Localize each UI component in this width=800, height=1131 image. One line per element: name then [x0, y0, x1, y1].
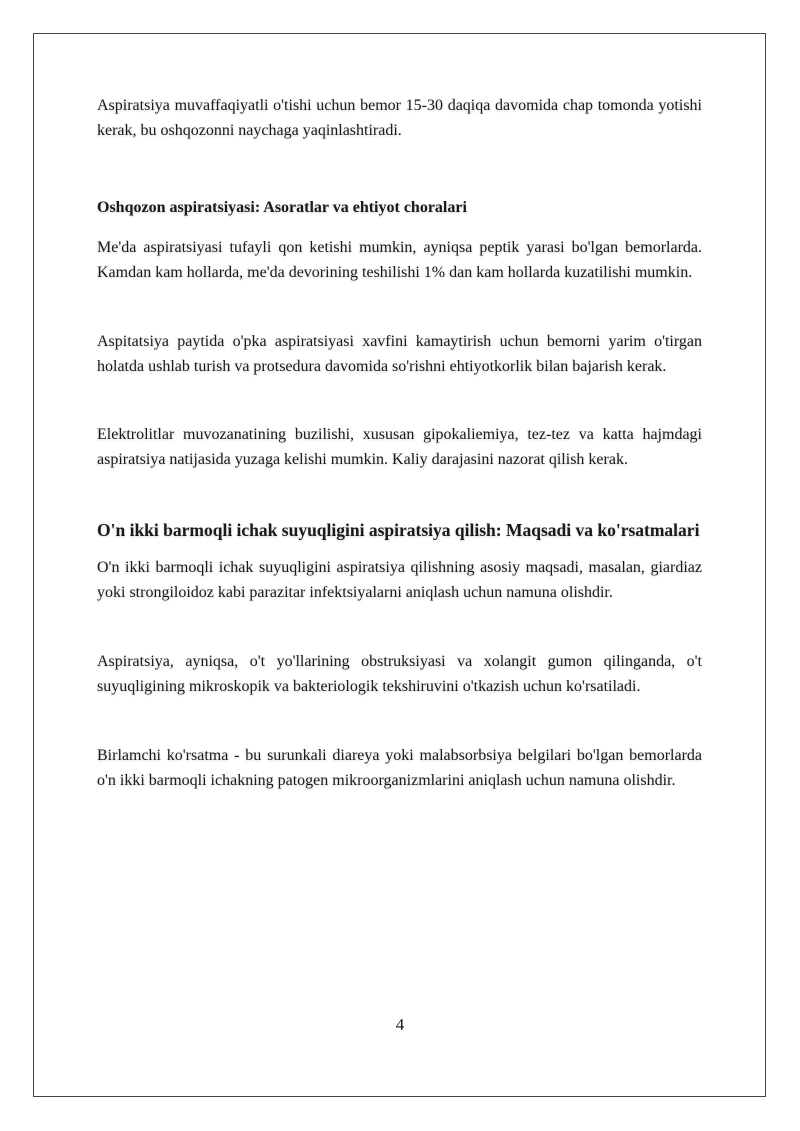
- paragraph-lung-aspiration: Aspitatsiya paytida o'pka aspiratsiyasi xavfini kamaytirish uchun bemorni yarim o'tirgan holatda ushlab turish va protsedura davomida so'rishni ehtiyotkorlik bilan bajarish kerak.: [97, 333, 702, 375]
- paragraph-positioning: Aspiratsiya muvaffaqiyatli o'tishi uchun bemor 15-30 daqiqa davomida chap tomonda yotishi kerak, bu oshqozonni naychaga yaqinlashtiradi.: [97, 97, 702, 139]
- document-body: [97, 93, 702, 793]
- paragraph-main-purpose: O'n ikki barmoqli ichak suyuqligini aspiratsiya qilishning asosiy maqsadi, masalan, giardiaz yoki strongiloidoz kabi parazitar infektsiyalarni aniqlash uchun namuna olishdir.: [97, 559, 702, 601]
- paragraph-primary-indication: Birlamchi ko'rsatma - bu surunkali diareya yoki malabsorbsiya belgilari bo'lgan bemorlarda o'n ikki barmoqli ichakning patogen mikroorganizmlarini aniqlash uchun namuna olishdir.: [97, 747, 702, 789]
- paragraph-bleeding: Me'da aspiratsiyasi tufayli qon ketishi mumkin, ayniqsa peptik yarasi bo'lgan bemorlarda. Kamdan kam hollarda, me'da devorining teshilishi 1% dan kam hollarda kuzatilishi mumkin.: [97, 239, 702, 281]
- heading-duodenal-aspiration: O'n ikki barmoqli ichak suyuqligini aspiratsiya qilish: Maqsadi va ko'rsatmalari: [97, 520, 700, 540]
- paragraph-bile-ducts: Aspiratsiya, ayniqsa, o't yo'llarining obstruksiyasi va xolangit gumon qilinganda, o't suyuqligining mikroskopik va bakteriologik tekshiruvini o'tkazish uchun ko'rsatiladi.: [97, 653, 702, 695]
- heading-gastric-aspiration: Oshqozon aspiratsiyasi: Asoratlar va ehtiyot choralari: [97, 199, 467, 216]
- paragraph-electrolytes: Elektrolitlar muvozanatining buzilishi, xususan gipokaliemiya, tez-tez va katta hajmdagi aspiratsiya natijasida yuzaga kelishi mumkin. Kaliy darajasini nazorat qilish kerak.: [97, 426, 702, 468]
- page-number: 4: [395, 1015, 405, 1034]
